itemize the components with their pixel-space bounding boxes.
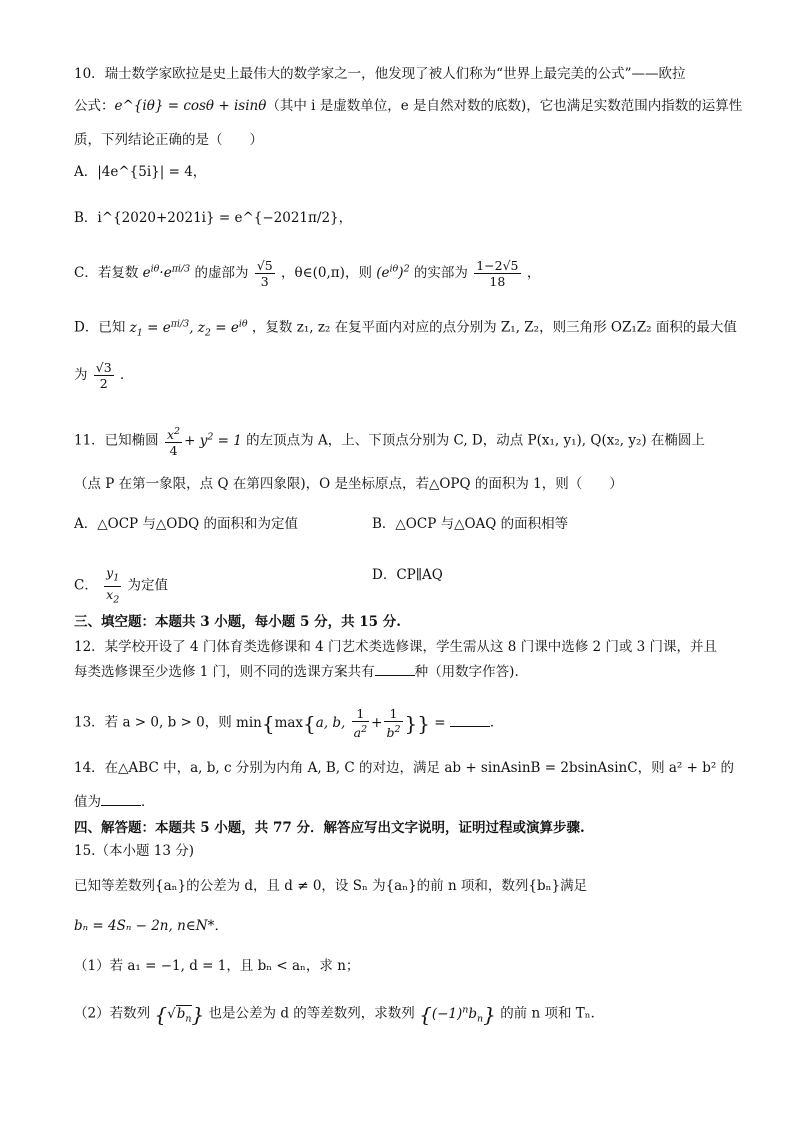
q15-p2-prefix: （2）若数列: [74, 1005, 151, 1022]
q10-d-l2-end: ．: [120, 367, 134, 383]
q11-c-prefix: C．: [74, 577, 98, 594]
q15-p2-mid: 也是公差为 d 的等差数列，求数列: [208, 1005, 415, 1022]
q10-line2-suffix: （其中 i 是虚数单位，e 是自然对数的底数)，它也满足实数范围内指数的运算性: [266, 98, 743, 114]
q10-option-c: [74, 258, 734, 289]
q14-line1: 14．在△ABC 中，a, b, c 分别为内角 A, B, C 的对边，满足 ab + sinAsinB = 2bsinAsinC，则 a² + b² 的: [74, 760, 735, 776]
q13-suffix: ．: [489, 714, 504, 731]
q12-line2: [74, 662, 734, 682]
q10-c-frac-result: $\frac{1-2√5}{18}$: [476, 258, 519, 289]
q10-c-prefix: C．若复数: [74, 265, 139, 281]
q13-line: [74, 706, 734, 740]
q10-line3: 质，下列结论正确的是（ ）: [74, 132, 263, 148]
q10-option-b: B．i^{2020+2021i} = e^{−2021π/2}，: [74, 210, 353, 226]
q11-option-d: D．CP∥AQ: [372, 567, 443, 583]
q14-line2: [74, 792, 734, 812]
q10-d-mid: ，复数 z₁, z₂ 在复平面内对应的点分别为 Z₁, Z₂，则三角形 OZ₁Z₂ 面积的最大值: [251, 319, 737, 336]
euler-formula: e^{iθ} = cosθ + isinθ: [114, 98, 267, 114]
q10-option-d: [74, 314, 737, 343]
q10-c-mid2: ，θ∈(0,π)，则: [281, 265, 372, 281]
q14-l2-suffix: ．: [141, 794, 155, 810]
q11-option-a: A．△OCP 与△ODQ 的面积和为定值: [74, 516, 299, 532]
q15-part1: （1）若 a₁ = −1, d = 1，且 bₙ < aₙ，求 n；: [74, 958, 360, 974]
q15-head: 15.（本小题 13 分): [74, 843, 194, 859]
q10-c-frac-sqrt5-3: $\frac{√5}{3}$: [256, 258, 273, 289]
section-3-heading: 三、填空题：本题共 3 小题，每小题 5 分，共 15 分.: [74, 614, 401, 630]
q14-l2-prefix: 值为: [74, 794, 101, 810]
q15-p2-suffix: 的前 n 项和 Tₙ．: [500, 1005, 605, 1022]
q11-ellipse-x2-4: $\frac{x^2}{4}$: [166, 426, 181, 459]
q11-l1-prefix: 11．已知椭圆: [74, 432, 159, 449]
q14-answer-blank: [101, 793, 141, 806]
q12-line1: 12．某学校开设了 4 门体育类选修课和 4 门艺术类选修课，学生需从这 8 门课中选修 2 门或 3 门课，并且: [74, 639, 718, 655]
q11-c-frac-y1-x2: $\frac{y_1}{x_2}$: [106, 565, 120, 605]
section-4-heading: 四、解答题：本题共 5 小题，共 77 分．解答应写出文字说明，证明过程或演算步骤.: [74, 820, 585, 836]
q15-line1: 已知等差数列{aₙ}的公差为 d，且 d ≠ 0，设 Sₙ 为{aₙ}的前 n 项和，数列{bₙ}满足: [74, 878, 588, 894]
q11-line1: [74, 424, 734, 458]
q10-d-l2-prefix: 为: [74, 367, 88, 383]
q12-l2-prefix: 每类选修课至少选修 1 门，则不同的选课方案共有: [74, 664, 375, 680]
q10-c-expr: $e^{i\theta}\cdot e^{\pi i/3}$: [142, 263, 191, 281]
q13-answer-blank: [450, 714, 490, 727]
q15-alt-bn: $\{(-1)^nb_n\}$: [419, 1002, 496, 1026]
q11-ellipse-rest: + $y^2 = 1$: [184, 431, 242, 449]
q13-prefix: 13．若 a > 0, b > 0，则: [74, 714, 232, 731]
q15-sqrt-bn: $\{√b_n\}$: [154, 1002, 205, 1026]
q11-option-b: B．△OCP 与△OAQ 的面积相等: [372, 516, 569, 532]
q10-c-mid1: 的虚部为: [194, 265, 249, 281]
q11-l1-mid: 的左顶点为 A，上、下顶点分别为 C, D，动点 P(x₁, y₁), Q(x₂, y₂) 在椭圆上: [246, 432, 705, 449]
q10-c-square: $(e^{i\theta})^2$: [376, 263, 410, 281]
q11-c-suffix: 为定值: [127, 577, 169, 594]
q15-line2: bₙ = 4Sₙ − 2n, n∈N*．: [74, 918, 228, 934]
q11-line2: （点 P 在第一象限，点 Q 在第四象限)，O 是坐标原点，若△OPQ 的面积为 1，则（ ）: [74, 476, 623, 492]
q10-d-frac-sqrt3-2: $\frac{√3}{2}$: [95, 360, 112, 391]
q10-option-a: A．|4e^{5i}| = 4，: [74, 164, 207, 180]
q12-answer-blank: [375, 663, 415, 676]
q10-c-end: ，: [526, 265, 541, 281]
q13-expression: min{max{a, b, $\frac{1}{a^2}$ + $\frac{1}{b^2}$ }} =: [236, 706, 450, 741]
q10-d-prefix: D．已知: [74, 319, 126, 336]
q12-l2-suffix: 种（用数字作答).: [414, 664, 519, 680]
q10-c-mid3: 的实部为: [413, 265, 468, 281]
q10-line2: [74, 96, 743, 116]
q10-line2-prefix: 公式：: [74, 98, 115, 114]
q10-line1: 10．瑞士数学家欧拉是史上最伟大的数学家之一，他发现了被人们称为“世界上最完美的公式”——欧拉: [74, 66, 686, 82]
q13-frac-1-b2: $\frac{1}{b^2}$: [386, 706, 401, 741]
q10-option-d-line2: [74, 360, 734, 391]
q15-part2: [74, 1000, 734, 1029]
q13-frac-1-a2: $\frac{1}{a^2}$: [353, 706, 368, 741]
q10-d-z-values: $z_1 = e^{\pi i/3}$, $z_2 = e^{i\theta}$: [129, 318, 248, 339]
